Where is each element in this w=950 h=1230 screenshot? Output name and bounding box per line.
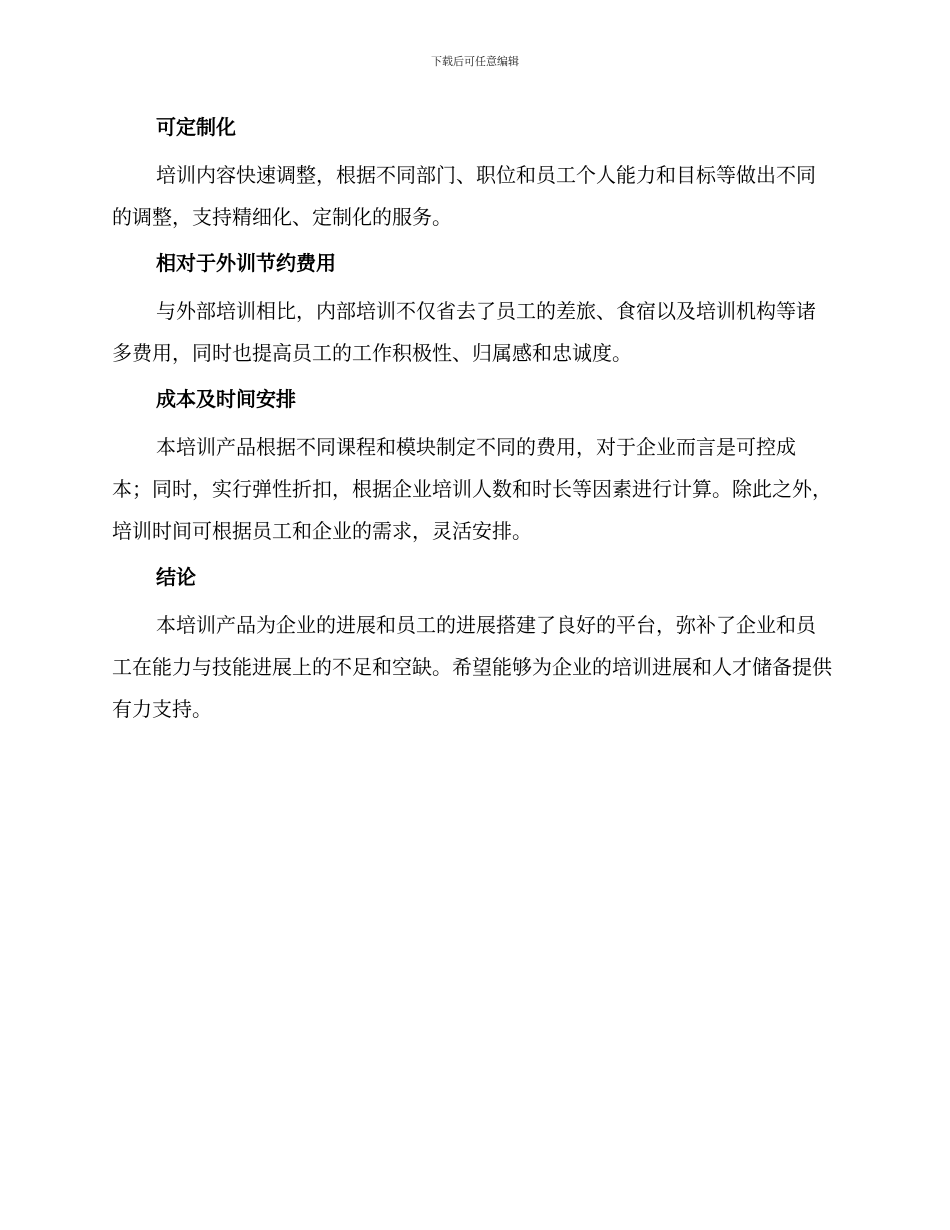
section-conclusion [112,562,832,730]
section-cost-saving [112,248,832,384]
section-heading: 相对于外训节约费用 [156,251,336,275]
section-heading: 可定制化 [156,115,236,139]
section-cost-schedule [112,384,832,562]
section-heading: 结论 [156,565,196,589]
section-body: 本培训产品为企业的进展和员工的进展搭建了良好的平台，弥补了企业和员工在能力与技能进展上的不足和空缺。希望能够为企业的培训进展和人才储备提供有力支持。 [112,613,832,721]
section-customizable [112,112,832,248]
section-body: 本培训产品根据不同课程和模块制定不同的费用，对于企业而言是可控成本；同时，实行弹性折扣，根据企业培训人数和时长等因素进行计算。除此之外，培训时间可根据员工和企业的需求，灵活安排。 [112,435,832,543]
section-heading: 成本及时间安排 [156,387,296,411]
page-header-note: 下载后可任意编辑 [431,55,519,68]
section-body: 培训内容快速调整，根据不同部门、职位和员工个人能力和目标等做出不同的调整，支持精细化、定制化的服务。 [112,163,816,229]
document-content [112,112,832,730]
section-body: 与外部培训相比，内部培训不仅省去了员工的差旅、食宿以及培训机构等诸多费用，同时也提高员工的工作积极性、归属感和忠诚度。 [112,299,816,365]
